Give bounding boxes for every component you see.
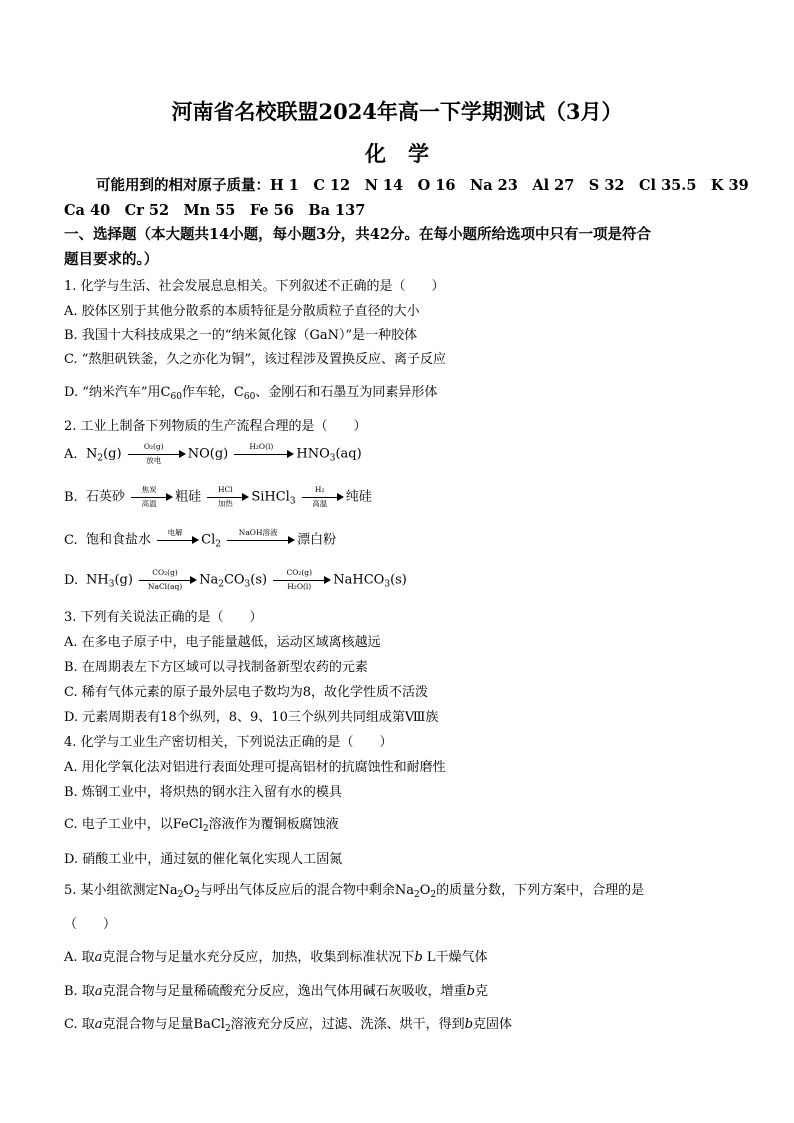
q4-option-d: D. 硝酸工业中，通过氨的催化氧化实现人工固氮 <box>64 852 343 867</box>
subject-title: 化学 <box>365 141 451 166</box>
q2-option-d: D. $NH_3(g)$ CO₂(g) NaCl(aq) $Na_2CO_3(s)$ $\frac{\text{CO₂(g)}}{\text{H₂O(l)}}$ NaHCO$_3$(s) <box>64 568 407 591</box>
q5-stem: 5. 某小组欲测定$Na_2O_2$与呼出气体反应后的混合物中剩余$Na_2O_2$的质量分数，下列方案中，合理的是 <box>64 883 645 900</box>
section-heading-line-2: 题目要求的。） <box>64 251 159 268</box>
reaction-arrow: CO₂(g) NaCl(aq) <box>139 568 197 592</box>
q2-option-c: C. 饱和食盐水 电解 $Cl_2$ NaOH溶液 漂白粉 <box>64 528 336 552</box>
q4-option-b: B. 炼钢工业中，将炽热的钢水注入留有水的模具 <box>64 785 342 800</box>
q5-answer-paren: （ ） <box>64 917 117 932</box>
q3-option-c: C. 稀有气体元素的原子最外层电子数均为8，故化学性质不活泼 <box>64 685 429 700</box>
q3-option-b: B. 在周期表左下方区域可以寻找制备新型农药的元素 <box>64 660 368 675</box>
reaction-arrow: 焦炭 高温 <box>131 485 173 509</box>
reaction-arrow: H₂O(l) <box>234 442 294 466</box>
atomic-mass-line-1: 可能用到的相对原子质量：H 1 C 12 N 14 O 16 Na 23 Al 27 S 32 Cl 35.5 K 39 <box>96 177 749 194</box>
atomic-mass-line-2: Ca 40 Cr 52 Mn 55 Fe 56 Ba 137 <box>64 202 366 219</box>
q2-stem: 2. 工业上制备下列物质的生产流程合理的是（ ） <box>64 419 367 434</box>
reaction-arrow: H₂ 高温 <box>302 485 344 509</box>
q5-option-a: A. 取a克混合物与足量水充分反应，加热，收集到标准状况下b L干燥气体 <box>64 950 488 965</box>
q3-option-d: D. 元素周期表有18个纵列，8、9、10三个纵列共同组成第Ⅷ族 <box>64 710 439 725</box>
q4-option-c: C. 电子工业中，以FeCl$_2$溶液作为覆铜板腐蚀液 <box>64 817 339 834</box>
q1-option-b: B. 我国十大科技成果之一的“纳米氮化镓（GaN）”是一种胶体 <box>64 328 418 343</box>
q5-option-c: C. 取a克混合物与足量BaCl$_2$溶液充分反应，过滤、洗涤、烘干，得到b克固体 <box>64 1017 513 1034</box>
reaction-arrow: O₂(g) 放电 <box>128 442 186 466</box>
q1-option-d: D. “纳米汽车”用$C_{60}$作车轮，$C_{60}$、金刚石和石墨互为同素异形体 <box>64 385 438 402</box>
q2-option-a: A. $N_2(g)$ O₂(g) 放电 NO(g) H₂O(l) $HNO_3(aq)$ <box>64 442 362 465</box>
q2-option-b: B. 石英砂 焦炭 高温 粗硅 HCl 加热 SiHCl$_3$ H₂ 高温 纯硅 <box>64 485 372 508</box>
q1-option-a: A. 胶体区别于其他分散系的本质特征是分散质粒子直径的大小 <box>64 304 420 319</box>
page-title: 河南省名校联盟2024年高一下学期测试（3月） <box>171 99 623 124</box>
q5-option-b: B. 取a克混合物与足量稀硫酸充分反应，逸出气体用碱石灰吸收，增重b克 <box>64 984 488 999</box>
reaction-arrow: NaOH溶液 <box>227 528 295 552</box>
q3-option-a: A. 在多电子原子中，电子能量越低，运动区域离核越远 <box>64 635 381 650</box>
q3-stem: 3. 下列有关说法正确的是（ ） <box>64 610 263 625</box>
reaction-arrow: 电解 <box>157 528 199 552</box>
q1-option-c: C. “熬胆矾铁釜，久之亦化为铜”，该过程涉及置换反应、离子反应 <box>64 352 447 367</box>
reaction-arrow: HCl 加热 <box>207 485 249 509</box>
q1-stem: 1. 化学与生活、社会发展息息相关。下列叙述不正确的是（ ） <box>64 279 445 294</box>
section-heading-line-1: 一、选择题（本大题共14小题，每小题3分，共42分。在每小题所给选项中只有一项是符合 <box>64 226 651 243</box>
q4-option-a: A. 用化学氧化法对铝进行表面处理可提高铝材的抗腐蚀性和耐磨性 <box>64 760 446 775</box>
reaction-arrow: $\frac{\text{CO₂(g)}}{\text{H₂O(l)}}$ <box>273 568 331 592</box>
q4-stem: 4. 化学与工业生产密切相关，下列说法正确的是（ ） <box>64 735 393 750</box>
